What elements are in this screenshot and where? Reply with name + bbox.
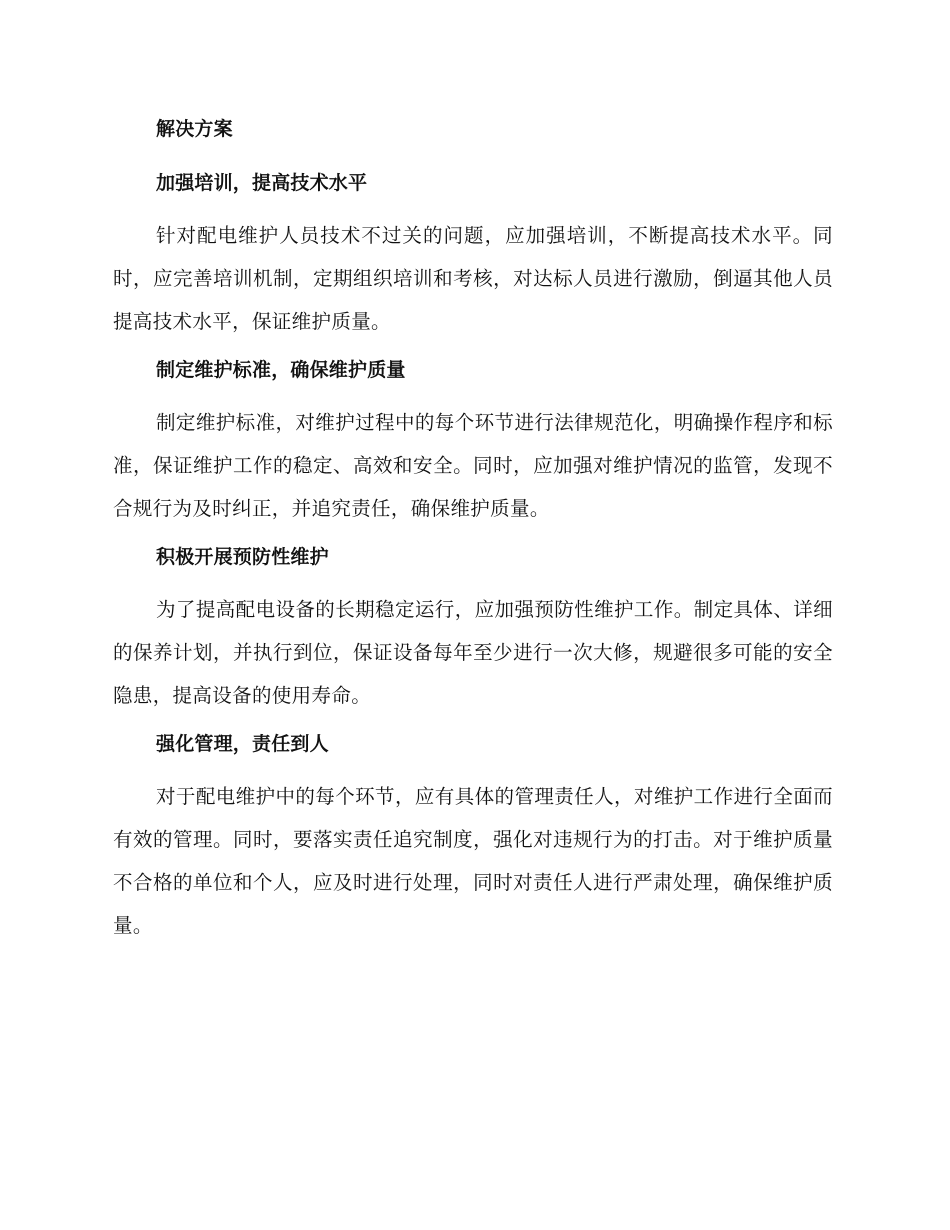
section-training bbox=[113, 166, 833, 353]
section-title: 制定维护标准，确保维护质量 bbox=[156, 359, 406, 381]
section-preventive-maintenance bbox=[113, 540, 833, 727]
section-body: 制定维护标准，对维护过程中的每个环节进行法律规范化，明确操作程序和标准，保证维护工作的稳定、高效和安全。同时，应加强对维护情况的监管，发现不合规行为及时纠正，并追究责任，确保维护质量。 bbox=[113, 411, 833, 520]
document-page bbox=[113, 112, 833, 947]
section-management bbox=[113, 727, 833, 947]
section-title: 加强培训，提高技术水平 bbox=[156, 172, 368, 194]
section-standards bbox=[113, 353, 833, 540]
section-body: 针对配电维护人员技术不过关的问题，应加强培训，不断提高技术水平。同时，应完善培训机制，定期组织培训和考核，对达标人员进行激励，倒逼其他人员提高技术水平，保证维护质量。 bbox=[113, 224, 833, 333]
document-heading: 解决方案 bbox=[156, 118, 233, 140]
section-title: 积极开展预防性维护 bbox=[156, 546, 329, 568]
section-body: 为了提高配电设备的长期稳定运行，应加强预防性维护工作。制定具体、详细的保养计划，并执行到位，保证设备每年至少进行一次大修，规避很多可能的安全隐患，提高设备的使用寿命。 bbox=[113, 598, 833, 707]
section-body: 对于配电维护中的每个环节，应有具体的管理责任人，对维护工作进行全面而有效的管理。同时，要落实责任追究制度，强化对违规行为的打击。对于维护质量不合格的单位和个人，应及时进行处理，同时对责任人进行严肃处理，确保维护质量。 bbox=[113, 785, 833, 937]
section-title: 强化管理，责任到人 bbox=[156, 733, 329, 755]
